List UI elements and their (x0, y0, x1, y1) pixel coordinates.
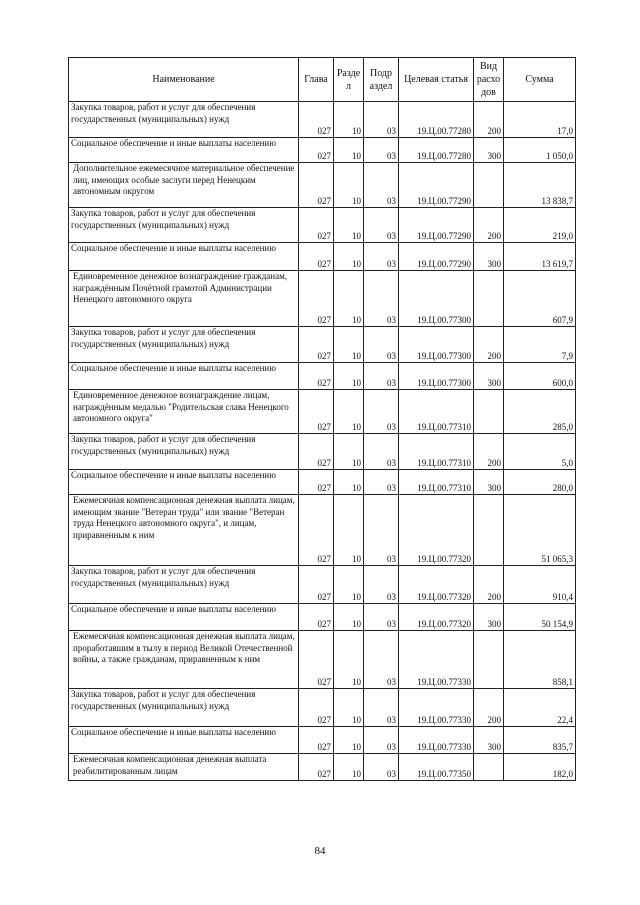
row-razdel: 10 (334, 434, 364, 470)
row-name: Социальное обеспечение и иные выплаты населению (69, 243, 299, 271)
row-sum: 13 838,7 (504, 163, 576, 208)
header-sum: Сумма (504, 58, 576, 102)
row-name: Социальное обеспечение и иные выплаты населению (69, 138, 299, 163)
table-row (69, 470, 576, 495)
row-glava: 027 (299, 327, 334, 363)
row-name: Ежемесячная компенсационная денежная выплата лицам, имеющим звание "Ветеран труда" или звание "Ветеран труда Ненецкого автономного округа", и лицам, приравненным к ним (69, 495, 299, 566)
row-podrazdel: 03 (364, 631, 399, 689)
row-podrazdel: 03 (364, 470, 399, 495)
row-sum: 285,0 (504, 390, 576, 434)
row-sum: 22,4 (504, 689, 576, 727)
row-glava: 027 (299, 566, 334, 604)
row-target: 19.Ц.00.77330 (399, 727, 474, 754)
row-podrazdel: 03 (364, 566, 399, 604)
row-glava: 027 (299, 689, 334, 727)
row-sum: 50 154,9 (504, 604, 576, 631)
row-name: Закупка товаров, работ и услуг для обеспечения государственных (муниципальных) нужд (69, 434, 299, 470)
header-target: Целевая статья (399, 58, 474, 102)
row-podrazdel: 03 (364, 754, 399, 781)
row-sum: 5,0 (504, 434, 576, 470)
row-target: 19.Ц.00.77300 (399, 363, 474, 390)
table-row (69, 689, 576, 727)
row-podrazdel: 03 (364, 208, 399, 243)
row-name: Единовременное денежное вознаграждение лицам, награждённым медалью "Родительская слава Ненецкого автономного округа" (69, 390, 299, 434)
table-row (69, 271, 576, 327)
row-glava: 027 (299, 163, 334, 208)
row-sum: 182,0 (504, 754, 576, 781)
row-name: Ежемесячная компенсационная денежная выплата лицам, проработавшим в тылу в период Великой Отечественной войны, а также гражданам, приравненным к ним (69, 631, 299, 689)
row-sum: 17,0 (504, 102, 576, 138)
row-glava: 027 (299, 727, 334, 754)
row-target: 19.Ц.00.77300 (399, 327, 474, 363)
row-glava: 027 (299, 470, 334, 495)
row-podrazdel: 03 (364, 390, 399, 434)
row-name: Социальное обеспечение и иные выплаты населению (69, 470, 299, 495)
row-vid: 300 (474, 243, 504, 271)
row-sum: 1 050,0 (504, 138, 576, 163)
table-row (69, 102, 576, 138)
row-target: 19.Ц.00.77290 (399, 163, 474, 208)
row-vid: 300 (474, 138, 504, 163)
row-razdel: 10 (334, 363, 364, 390)
row-name: Социальное обеспечение и иные выплаты населению (69, 363, 299, 390)
row-razdel: 10 (334, 631, 364, 689)
header-podrazdel: Подр аздел (364, 58, 399, 102)
row-target: 19.Ц.00.77290 (399, 243, 474, 271)
row-podrazdel: 03 (364, 163, 399, 208)
table-row (69, 243, 576, 271)
row-glava: 027 (299, 102, 334, 138)
table-row (69, 163, 576, 208)
row-sum: 13 619,7 (504, 243, 576, 271)
row-razdel: 10 (334, 271, 364, 327)
row-sum: 910,4 (504, 566, 576, 604)
row-razdel: 10 (334, 327, 364, 363)
row-vid (474, 754, 504, 781)
table-row (69, 138, 576, 163)
row-vid: 200 (474, 327, 504, 363)
row-glava: 027 (299, 631, 334, 689)
row-glava: 027 (299, 138, 334, 163)
header-row (69, 58, 576, 102)
row-name: Закупка товаров, работ и услуг для обеспечения государственных (муниципальных) нужд (69, 102, 299, 138)
row-podrazdel: 03 (364, 434, 399, 470)
row-sum: 280,0 (504, 470, 576, 495)
row-vid (474, 163, 504, 208)
row-vid: 200 (474, 434, 504, 470)
row-target: 19.Ц.00.77320 (399, 566, 474, 604)
row-sum: 7,9 (504, 327, 576, 363)
row-target: 19.Ц.00.77350 (399, 754, 474, 781)
row-vid: 200 (474, 566, 504, 604)
row-target: 19.Ц.00.77310 (399, 434, 474, 470)
row-sum: 835,7 (504, 727, 576, 754)
row-vid: 200 (474, 102, 504, 138)
row-podrazdel: 03 (364, 689, 399, 727)
row-vid: 300 (474, 470, 504, 495)
row-name: Закупка товаров, работ и услуг для обеспечения государственных (муниципальных) нужд (69, 689, 299, 727)
row-name: Ежемесячная компенсационная денежная выплата реабилитированным лицам (69, 754, 299, 781)
row-name: Социальное обеспечение и иные выплаты населению (69, 727, 299, 754)
row-razdel: 10 (334, 138, 364, 163)
row-sum: 219,0 (504, 208, 576, 243)
row-glava: 027 (299, 495, 334, 566)
row-sum: 858,1 (504, 631, 576, 689)
header-razdel: Разде л (334, 58, 364, 102)
table-row (69, 363, 576, 390)
table-row (69, 604, 576, 631)
row-glava: 027 (299, 434, 334, 470)
table-row (69, 495, 576, 566)
row-vid: 300 (474, 604, 504, 631)
row-vid (474, 631, 504, 689)
table-row (69, 390, 576, 434)
row-razdel: 10 (334, 727, 364, 754)
row-target: 19.Ц.00.77310 (399, 390, 474, 434)
row-razdel: 10 (334, 208, 364, 243)
row-target: 19.Ц.00.77290 (399, 208, 474, 243)
row-vid: 300 (474, 727, 504, 754)
row-target: 19.Ц.00.77280 (399, 102, 474, 138)
row-razdel: 10 (334, 470, 364, 495)
row-glava: 027 (299, 243, 334, 271)
row-razdel: 10 (334, 754, 364, 781)
row-podrazdel: 03 (364, 363, 399, 390)
row-razdel: 10 (334, 390, 364, 434)
row-glava: 027 (299, 363, 334, 390)
row-name: Дополнительное ежемесячное материальное обеспечение лиц, имеющих особые заслуги перед Ненецким автономным округом (69, 163, 299, 208)
table-row (69, 208, 576, 243)
row-razdel: 10 (334, 243, 364, 271)
row-podrazdel: 03 (364, 604, 399, 631)
row-name: Закупка товаров, работ и услуг для обеспечения государственных (муниципальных) нужд (69, 566, 299, 604)
table-row (69, 727, 576, 754)
row-glava: 027 (299, 604, 334, 631)
row-name: Закупка товаров, работ и услуг для обеспечения государственных (муниципальных) нужд (69, 208, 299, 243)
row-razdel: 10 (334, 102, 364, 138)
row-razdel: 10 (334, 604, 364, 631)
header-vid: Вид расхо дов (474, 58, 504, 102)
row-vid (474, 271, 504, 327)
row-podrazdel: 03 (364, 138, 399, 163)
row-podrazdel: 03 (364, 102, 399, 138)
table-row (69, 566, 576, 604)
row-razdel: 10 (334, 495, 364, 566)
row-vid: 300 (474, 363, 504, 390)
table-row (69, 327, 576, 363)
row-sum: 607,9 (504, 271, 576, 327)
row-razdel: 10 (334, 689, 364, 727)
header-glava: Глава (299, 58, 334, 102)
page-number: 84 (314, 845, 326, 857)
row-name: Социальное обеспечение и иные выплаты населению (69, 604, 299, 631)
row-target: 19.Ц.00.77320 (399, 495, 474, 566)
row-vid: 200 (474, 208, 504, 243)
row-target: 19.Ц.00.77330 (399, 689, 474, 727)
row-podrazdel: 03 (364, 327, 399, 363)
row-podrazdel: 03 (364, 243, 399, 271)
row-vid (474, 390, 504, 434)
row-sum: 51 065,3 (504, 495, 576, 566)
row-podrazdel: 03 (364, 727, 399, 754)
row-target: 19.Ц.00.77320 (399, 604, 474, 631)
table-row (69, 631, 576, 689)
row-vid: 200 (474, 689, 504, 727)
row-target: 19.Ц.00.77330 (399, 631, 474, 689)
table-row (69, 754, 576, 781)
row-glava: 027 (299, 271, 334, 327)
table-row (69, 434, 576, 470)
row-glava: 027 (299, 390, 334, 434)
row-razdel: 10 (334, 566, 364, 604)
row-target: 19.Ц.00.77280 (399, 138, 474, 163)
row-podrazdel: 03 (364, 495, 399, 566)
row-razdel: 10 (334, 163, 364, 208)
row-podrazdel: 03 (364, 271, 399, 327)
row-sum: 600,0 (504, 363, 576, 390)
row-name: Закупка товаров, работ и услуг для обеспечения государственных (муниципальных) нужд (69, 327, 299, 363)
row-target: 19.Ц.00.77300 (399, 271, 474, 327)
row-vid (474, 495, 504, 566)
header-name: Наименование (69, 58, 299, 102)
row-glava: 027 (299, 754, 334, 781)
row-name: Единовременное денежное вознаграждение гражданам, награждённым Почётной грамотой Администрации Ненецкого автономного округа (69, 271, 299, 327)
row-glava: 027 (299, 208, 334, 243)
row-target: 19.Ц.00.77310 (399, 470, 474, 495)
budget-table (68, 57, 576, 781)
table-body (69, 102, 576, 781)
